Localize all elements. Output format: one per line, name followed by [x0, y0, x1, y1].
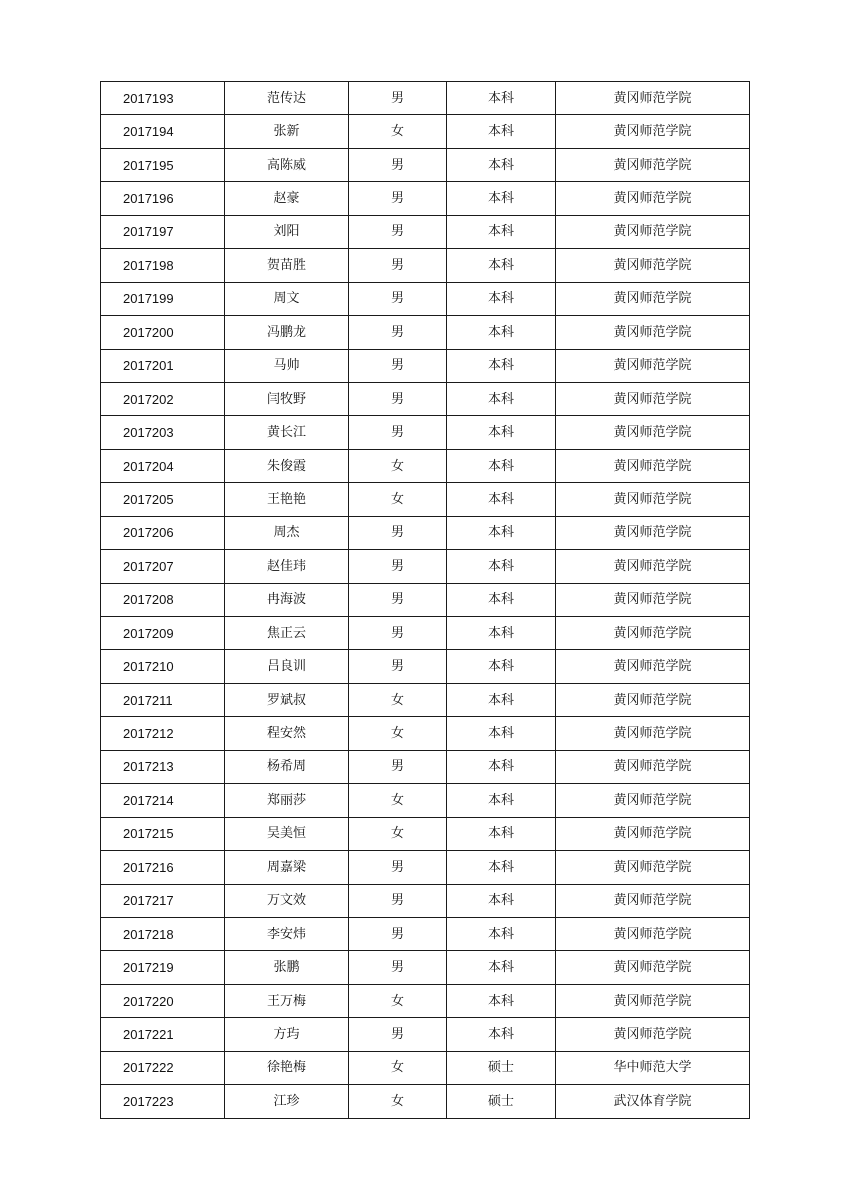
cell-degree: 本科 [447, 148, 556, 181]
cell-id: 2017209 [101, 617, 225, 650]
cell-name: 冉海波 [225, 583, 349, 616]
cell-school: 黄冈师范学院 [556, 1018, 750, 1051]
cell-degree: 本科 [447, 984, 556, 1017]
cell-id: 2017206 [101, 516, 225, 549]
cell-school: 华中师范大学 [556, 1051, 750, 1084]
cell-gender: 女 [349, 449, 447, 482]
cell-id: 2017201 [101, 349, 225, 382]
cell-id: 2017196 [101, 182, 225, 215]
cell-school: 黄冈师范学院 [556, 550, 750, 583]
cell-name: 王万梅 [225, 984, 349, 1017]
table-row [101, 617, 750, 650]
cell-school: 黄冈师范学院 [556, 282, 750, 315]
cell-name: 张鹏 [225, 951, 349, 984]
cell-gender: 男 [349, 617, 447, 650]
cell-degree: 本科 [447, 449, 556, 482]
cell-id: 2017205 [101, 483, 225, 516]
cell-gender: 女 [349, 984, 447, 1017]
table-row [101, 1085, 750, 1118]
cell-id: 2017210 [101, 650, 225, 683]
cell-id: 2017219 [101, 951, 225, 984]
roster-table-body [101, 82, 750, 1119]
cell-name: 赵佳玮 [225, 550, 349, 583]
cell-id: 2017213 [101, 750, 225, 783]
cell-id: 2017202 [101, 382, 225, 415]
cell-degree: 本科 [447, 349, 556, 382]
cell-name: 李安炜 [225, 917, 349, 950]
cell-gender: 男 [349, 148, 447, 181]
cell-gender: 男 [349, 851, 447, 884]
cell-degree: 本科 [447, 717, 556, 750]
cell-id: 2017216 [101, 851, 225, 884]
cell-school: 黄冈师范学院 [556, 917, 750, 950]
cell-name: 马帅 [225, 349, 349, 382]
table-row [101, 483, 750, 516]
roster-table [100, 81, 750, 1119]
cell-name: 朱俊霞 [225, 449, 349, 482]
table-row [101, 750, 750, 783]
table-row [101, 917, 750, 950]
table-row [101, 951, 750, 984]
cell-degree: 本科 [447, 416, 556, 449]
cell-degree: 本科 [447, 817, 556, 850]
cell-school: 黄冈师范学院 [556, 449, 750, 482]
cell-id: 2017200 [101, 316, 225, 349]
cell-gender: 男 [349, 282, 447, 315]
cell-gender: 男 [349, 416, 447, 449]
cell-id: 2017204 [101, 449, 225, 482]
cell-school: 黄冈师范学院 [556, 516, 750, 549]
cell-degree: 本科 [447, 683, 556, 716]
cell-name: 江珍 [225, 1085, 349, 1118]
cell-degree: 本科 [447, 617, 556, 650]
table-row [101, 650, 750, 683]
cell-gender: 男 [349, 1018, 447, 1051]
table-row [101, 884, 750, 917]
table-row [101, 215, 750, 248]
cell-name: 周杰 [225, 516, 349, 549]
cell-gender: 女 [349, 717, 447, 750]
cell-id: 2017203 [101, 416, 225, 449]
cell-id: 2017195 [101, 148, 225, 181]
cell-gender: 男 [349, 951, 447, 984]
table-row [101, 683, 750, 716]
cell-degree: 本科 [447, 851, 556, 884]
cell-school: 黄冈师范学院 [556, 349, 750, 382]
cell-school: 黄冈师范学院 [556, 717, 750, 750]
cell-gender: 男 [349, 316, 447, 349]
cell-name: 徐艳梅 [225, 1051, 349, 1084]
cell-degree: 本科 [447, 516, 556, 549]
cell-name: 王艳艳 [225, 483, 349, 516]
cell-name: 程安然 [225, 717, 349, 750]
cell-gender: 女 [349, 817, 447, 850]
cell-id: 2017214 [101, 784, 225, 817]
table-row [101, 583, 750, 616]
cell-degree: 本科 [447, 917, 556, 950]
cell-degree: 本科 [447, 550, 556, 583]
table-row [101, 516, 750, 549]
cell-degree: 本科 [447, 182, 556, 215]
cell-gender: 女 [349, 483, 447, 516]
cell-degree: 本科 [447, 215, 556, 248]
table-row [101, 82, 750, 115]
cell-gender: 男 [349, 550, 447, 583]
cell-name: 杨希周 [225, 750, 349, 783]
cell-name: 刘阳 [225, 215, 349, 248]
cell-degree: 本科 [447, 1018, 556, 1051]
cell-id: 2017223 [101, 1085, 225, 1118]
cell-degree: 本科 [447, 583, 556, 616]
cell-name: 黄长江 [225, 416, 349, 449]
cell-gender: 男 [349, 750, 447, 783]
table-row [101, 148, 750, 181]
table-row [101, 282, 750, 315]
cell-gender: 女 [349, 784, 447, 817]
cell-school: 黄冈师范学院 [556, 784, 750, 817]
cell-school: 黄冈师范学院 [556, 382, 750, 415]
cell-gender: 男 [349, 249, 447, 282]
table-row [101, 449, 750, 482]
cell-name: 焦正云 [225, 617, 349, 650]
cell-id: 2017222 [101, 1051, 225, 1084]
cell-school: 黄冈师范学院 [556, 215, 750, 248]
cell-school: 黄冈师范学院 [556, 316, 750, 349]
cell-school: 黄冈师范学院 [556, 115, 750, 148]
cell-gender: 女 [349, 1085, 447, 1118]
cell-gender: 男 [349, 583, 447, 616]
table-row [101, 717, 750, 750]
table-row [101, 1018, 750, 1051]
cell-id: 2017220 [101, 984, 225, 1017]
cell-name: 张新 [225, 115, 349, 148]
cell-id: 2017217 [101, 884, 225, 917]
cell-id: 2017193 [101, 82, 225, 115]
cell-id: 2017207 [101, 550, 225, 583]
cell-gender: 男 [349, 349, 447, 382]
cell-school: 黄冈师范学院 [556, 817, 750, 850]
cell-name: 周嘉梁 [225, 851, 349, 884]
cell-id: 2017199 [101, 282, 225, 315]
cell-school: 黄冈师范学院 [556, 650, 750, 683]
cell-id: 2017212 [101, 717, 225, 750]
cell-degree: 本科 [447, 483, 556, 516]
cell-gender: 女 [349, 1051, 447, 1084]
cell-name: 方玙 [225, 1018, 349, 1051]
cell-name: 贺苗胜 [225, 249, 349, 282]
cell-school: 黄冈师范学院 [556, 884, 750, 917]
cell-gender: 男 [349, 650, 447, 683]
cell-name: 赵豪 [225, 182, 349, 215]
table-row [101, 984, 750, 1017]
cell-id: 2017211 [101, 683, 225, 716]
cell-gender: 男 [349, 516, 447, 549]
cell-degree: 本科 [447, 884, 556, 917]
cell-school: 武汉体育学院 [556, 1085, 750, 1118]
cell-name: 范传达 [225, 82, 349, 115]
cell-degree: 本科 [447, 82, 556, 115]
cell-degree: 本科 [447, 282, 556, 315]
cell-gender: 男 [349, 884, 447, 917]
cell-school: 黄冈师范学院 [556, 583, 750, 616]
cell-degree: 本科 [447, 650, 556, 683]
cell-degree: 硕士 [447, 1085, 556, 1118]
cell-degree: 本科 [447, 951, 556, 984]
cell-degree: 硕士 [447, 1051, 556, 1084]
cell-name: 闫牧野 [225, 382, 349, 415]
cell-name: 罗斌叔 [225, 683, 349, 716]
cell-gender: 女 [349, 115, 447, 148]
cell-school: 黄冈师范学院 [556, 750, 750, 783]
table-row [101, 784, 750, 817]
cell-name: 高陈威 [225, 148, 349, 181]
table-row [101, 550, 750, 583]
table-row [101, 349, 750, 382]
cell-name: 周文 [225, 282, 349, 315]
table-row [101, 182, 750, 215]
cell-degree: 本科 [447, 784, 556, 817]
table-row [101, 382, 750, 415]
cell-id: 2017215 [101, 817, 225, 850]
cell-school: 黄冈师范学院 [556, 851, 750, 884]
cell-school: 黄冈师范学院 [556, 683, 750, 716]
cell-id: 2017194 [101, 115, 225, 148]
cell-gender: 女 [349, 683, 447, 716]
table-row [101, 249, 750, 282]
cell-school: 黄冈师范学院 [556, 951, 750, 984]
cell-school: 黄冈师范学院 [556, 82, 750, 115]
cell-name: 吴美恒 [225, 817, 349, 850]
cell-id: 2017218 [101, 917, 225, 950]
cell-degree: 本科 [447, 115, 556, 148]
cell-id: 2017221 [101, 1018, 225, 1051]
cell-gender: 男 [349, 382, 447, 415]
cell-name: 冯鹏龙 [225, 316, 349, 349]
cell-degree: 本科 [447, 249, 556, 282]
cell-id: 2017198 [101, 249, 225, 282]
cell-degree: 本科 [447, 750, 556, 783]
table-row [101, 115, 750, 148]
cell-degree: 本科 [447, 316, 556, 349]
cell-school: 黄冈师范学院 [556, 984, 750, 1017]
cell-school: 黄冈师范学院 [556, 249, 750, 282]
table-row [101, 316, 750, 349]
cell-gender: 男 [349, 82, 447, 115]
cell-school: 黄冈师范学院 [556, 483, 750, 516]
cell-name: 郑丽莎 [225, 784, 349, 817]
cell-id: 2017197 [101, 215, 225, 248]
cell-name: 万文效 [225, 884, 349, 917]
cell-gender: 男 [349, 917, 447, 950]
cell-id: 2017208 [101, 583, 225, 616]
cell-degree: 本科 [447, 382, 556, 415]
cell-school: 黄冈师范学院 [556, 182, 750, 215]
table-row [101, 851, 750, 884]
cell-gender: 男 [349, 182, 447, 215]
cell-school: 黄冈师范学院 [556, 416, 750, 449]
table-row [101, 817, 750, 850]
table-row [101, 416, 750, 449]
cell-gender: 男 [349, 215, 447, 248]
cell-school: 黄冈师范学院 [556, 617, 750, 650]
cell-school: 黄冈师范学院 [556, 148, 750, 181]
cell-name: 吕良训 [225, 650, 349, 683]
table-row [101, 1051, 750, 1084]
